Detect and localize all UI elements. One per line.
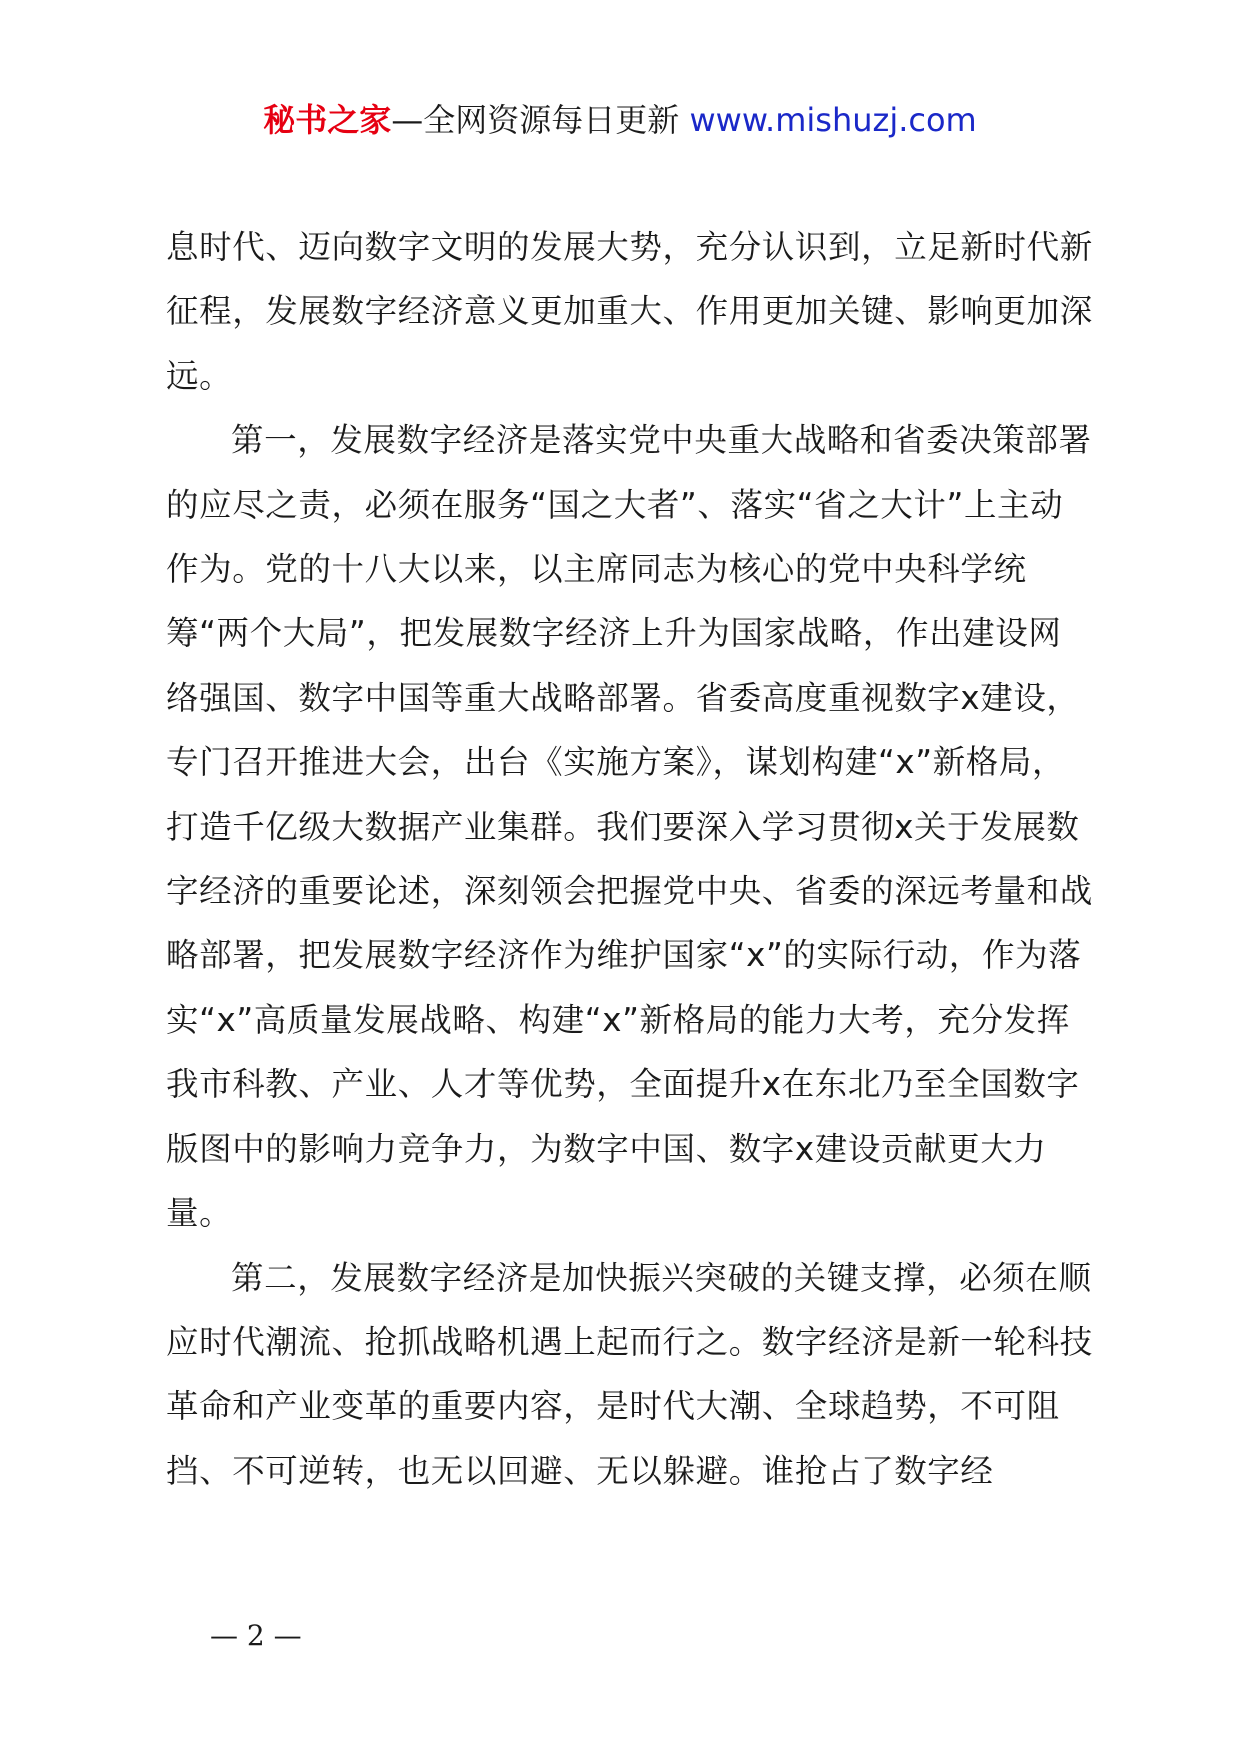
page-number: — 2 — [210,1619,302,1652]
header-tagline: —全网资源每日更新 [391,101,690,139]
brand-name: 秘书之家 [263,101,392,139]
site-header [0,98,1240,142]
paragraph-first-point: 第一，发展数字经济是落实党中央重大战略和省委决策部署的应尽之责，必须在服务“国之大者”、落实“省之大计”上主动作为。党的十八大以来，以主席同志为核心的党中央科学统筹“两个大局”，把发展数字经济上升为国家战略，作出建设网络强国、数字中国等重大战略部署。省委高度重视数字x建设，专门召开推进大会，出台《实施方案》，谋划构建“x”新格局，打造千亿级大数据产业集群。我们要深入学习贯彻x关于发展数字经济的重要论述，深刻领会把握党中央、省委的深远考量和战略部署，把发展数字经济作为维护国家“x”的实际行动，作为落实“x”高质量发展战略、构建“x”新格局的能力大考，充分发挥我市科教、产业、人才等优势，全面提升x在东北乃至全国数字版图中的影响力竞争力，为数字中国、数字x建设贡献更大力量。 [166,421,1093,1233]
site-url-link[interactable]: www.mishuzj.com [689,101,977,139]
document-body [166,215,1094,1503]
paragraph-second-point: 第二，发展数字经济是加快振兴突破的关键支撑，必须在顺应时代潮流、抢抓战略机遇上起而行之。数字经济是新一轮科技革命和产业变革的重要内容，是时代大潮、全球趋势，不可阻挡、不可逆转，也无以回避、无以躲避。谁抢占了数字经 [166,1258,1093,1490]
paragraph-continuation: 息时代、迈向数字文明的发展大势，充分认识到，立足新时代新征程，发展数字经济意义更加重大、作用更加关键、影响更加深远。 [166,228,1093,395]
